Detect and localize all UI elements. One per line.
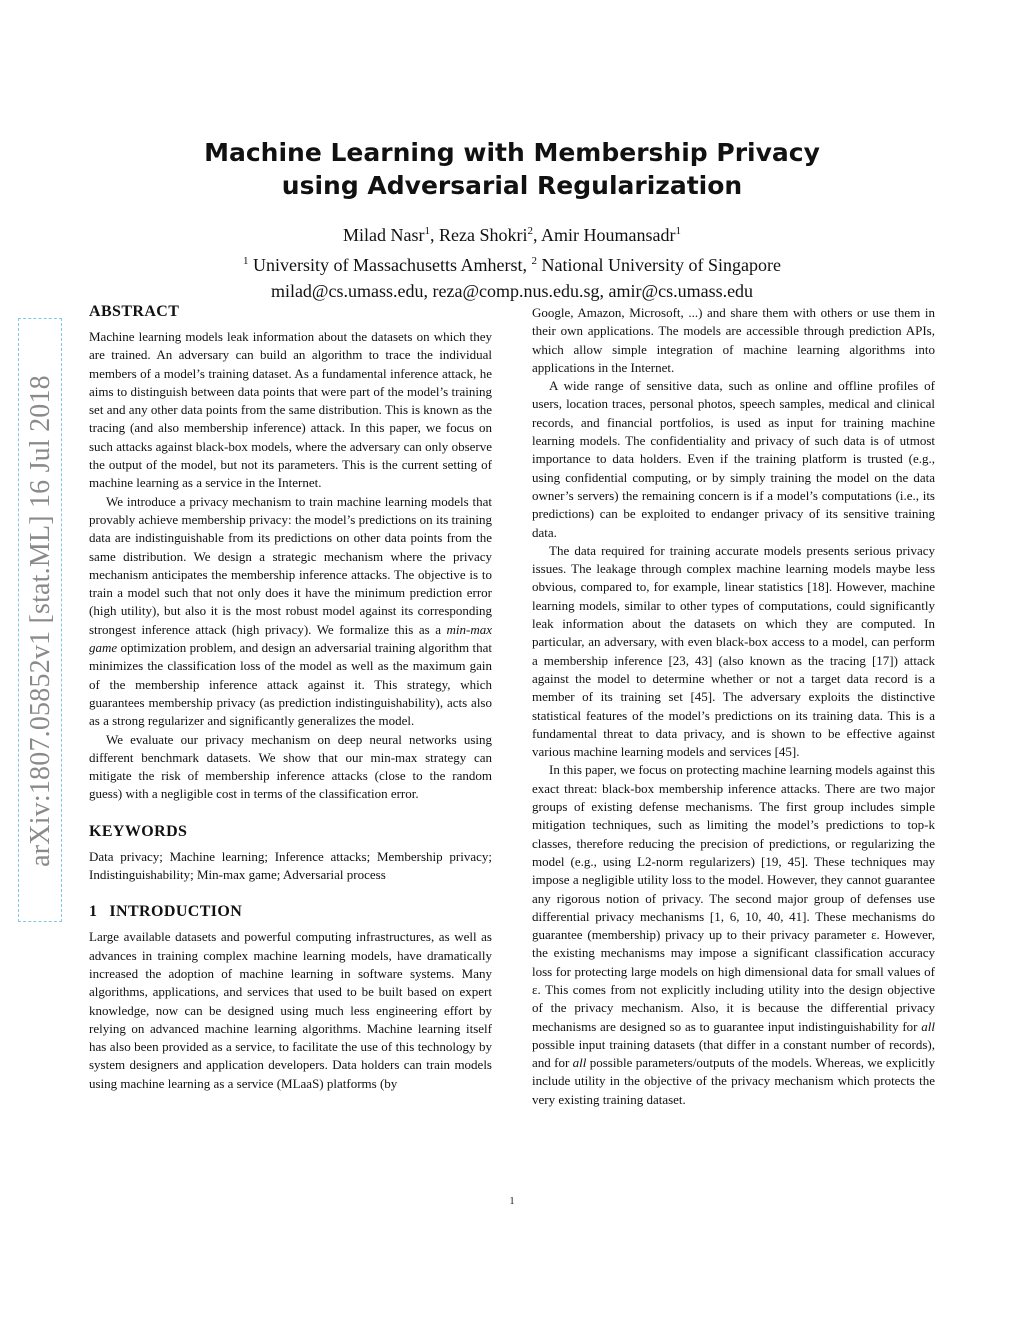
author-emails: milad@cs.umass.edu, reza@comp.nus.edu.sg, amir@cs.umass.edu	[270, 281, 754, 301]
page-number: 1	[509, 1196, 515, 1207]
author-name: Reza Shokri	[439, 225, 528, 245]
section-number: 1	[89, 903, 98, 921]
author-name: Amir Houmansadr	[541, 225, 676, 245]
intro-paragraph-1-part-b: Google, Amazon, Microsoft, ...) and share them with others or use them in their own applications. The models are accessible through prediction APIs, which allow simple integration of machine learning algorithms into applications in the Internet.	[532, 305, 935, 375]
abstract-paragraph-1: Machine learning models leak information about the datasets on which they are trained. An adversary can build an algorithm to trace the individual members of a model’s training dataset. As a fundamental inference attack, he aims to distinguish between data points that were part of the model’s training set and any other data points from the same distribution. This is known as the tracing (and also membership inference) attack. In this paper, we focus on such attacks against black-box models, where the adversary can only observe the output of the model, but not its parameters. This is the current setting of machine learning as a service in the Internet.	[89, 329, 492, 491]
arxiv-identifier-stamp	[18, 318, 62, 922]
section-title: INTRODUCTION	[109, 903, 243, 921]
text-run: We introduce a privacy mechanism to train machine learning models that provably achieve membership privacy: the model’s predictions on its training data are indistinguishable from its predictions on other data points from the same distribution. We design a strategic mechanism where the privacy mechanism anticipates the membership inference attacks. The objective is to train a model such that not only does it have the minimum prediction error (high utility), but also it is the most robust model against its corresponding strongest inference attack (high privacy). We formalize this as a	[89, 493, 492, 637]
affiliation-marker: 2	[527, 225, 533, 237]
affiliation-marker: 1	[424, 225, 430, 237]
author-name: Milad Nasr	[343, 225, 425, 245]
introduction-heading	[89, 902, 492, 922]
text-run: In this paper, we focus on protecting machine learning models against this exact threat: black-box membership inference attacks. There are two major groups of existing defense mechanisms. The first group includes simple mitigation techniques, such as limiting the model’s predictions to top-k classes, therefore reducing the precision of predictions, or regularizing the model (e.g., using L2-norm regularizers) [19, 45]. These techniques may impose a negligible utility loss to the model. However, they cannot guarantee any rigorous notion of privacy. The second major group of defenses use differential privacy mechanisms [1, 6, 10, 40, 41]. These mechanisms do guarantee (membership) privacy up to their privacy parameter ε. However, the existing mechanisms may impose a significant classification accuracy loss for protecting large models on high dimensional data for small values of ε. This comes from not explicitly including utility into the design objective of the privacy mechanism. Also, it is because the differential privacy mechanisms are designed so as to guarantee input indistinguishability for	[532, 762, 935, 1034]
title-line-2: using Adversarial Regularization	[281, 171, 743, 200]
separator: ,	[430, 225, 439, 245]
separator: ,	[532, 225, 541, 245]
spacer	[89, 884, 492, 902]
left-column	[89, 302, 492, 1093]
title-line-1: Machine Learning with Membership Privacy	[204, 138, 820, 167]
intro-paragraph-1-part-a: Large available datasets and powerful computing infrastructures, as well as advances in training complex machine learning models, have dramatically increased the adoption of machine learning in software systems. Many algorithms, applications, and services that used to be built based on expert knowledge, now can be designed using much less engineering effort by relying on advanced machine learning algorithms. Machine learning itself has also been provided as a service, to facilitate the use of this technology by system designers and application developers. Data holders can train models using machine learning as a service (MLaaS) platforms (by	[89, 929, 492, 1091]
right-column	[532, 304, 935, 1109]
keywords-heading: KEYWORDS	[89, 822, 188, 840]
emphasis: min-max game	[89, 621, 492, 656]
intro-paragraph-2: A wide range of sensitive data, such as online and offline profiles of users, location traces, personal photos, speech samples, medical and clinical records, and financial portfolios, is used as input for training machine learning models. The confidentiality and privacy of such data is of utmost importance to data holders. Even if the training platform is trusted (e.g., using confidential computing, or by simply training the model on the data owner’s servers) the remaining concern is if a model’s computations (i.e., its predictions) can be exploited to endanger privacy of its sensitive training data.	[532, 378, 935, 540]
abstract-heading: ABSTRACT	[89, 303, 180, 320]
affiliation-marker: 1	[675, 225, 681, 237]
abstract-paragraph-3: We evaluate our privacy mechanism on deep neural networks using different benchmark datasets. We show that our min-max strategy can mitigate the risk of membership inference attacks (close to the random guess) with a negligible cost in terms of the classification error.	[89, 731, 492, 802]
text-run: optimization problem, and design an adversarial training algorithm that minimizes the classification loss of the model as well as the maximum gain of the membership inference attack against it. This strategy, which guarantees membership privacy (as prediction indistinguishability), acts also as a strong regularizer and significantly generalizes the model.	[89, 640, 492, 729]
arxiv-identifier-text: arXiv:1807.05852v1 [stat.ML] 16 Jul 2018	[25, 375, 56, 867]
keywords-text: Data privacy; Machine learning; Inference attacks; Membership privacy; Indistinguishability; Min-max game; Adversarial process	[89, 848, 492, 883]
affiliation-marker: 2	[531, 255, 537, 267]
text-run: possible input training datasets (that differ in a constant number of records), and for	[532, 1036, 935, 1071]
abstract-paragraph-2	[89, 493, 492, 731]
emphasis: all	[921, 1018, 935, 1034]
author-names	[0, 218, 1024, 248]
affiliations	[0, 248, 1024, 278]
author-block	[0, 218, 1024, 304]
intro-paragraph-4	[532, 761, 935, 1109]
paper-title	[0, 136, 1024, 202]
affiliation-marker: 1	[243, 255, 249, 267]
spacer	[89, 804, 492, 822]
affiliation-1: University of Massachusetts Amherst,	[253, 255, 532, 275]
affiliation-2: National University of Singapore	[541, 255, 781, 275]
text-run: possible parameters/outputs of the models. Whereas, we explicitly include utility in the objective of the privacy mechanism which protects the very existing training dataset.	[532, 1055, 935, 1107]
emphasis: all	[572, 1055, 587, 1071]
intro-paragraph-3: The data required for training accurate models presents serious privacy issues. The leakage through complex machine learning models maybe less obvious, compared to, for example, linear statistics [18]. However, machine learning models, similar to other types of computations, could significantly leak information about the datasets on which they are computed. In particular, an adversary, with even black-box access to a model, can perform a membership inference [23, 43] (also known as the tracing [17]) attack against the model to determine whether or not a target data record is a member of its training set [45]. The adversary exploits the distinctive statistical features of the model’s predictions on its training data. This is a fundamental threat to data privacy, and is shown to be effective against various machine learning models and services [45].	[532, 542, 935, 760]
